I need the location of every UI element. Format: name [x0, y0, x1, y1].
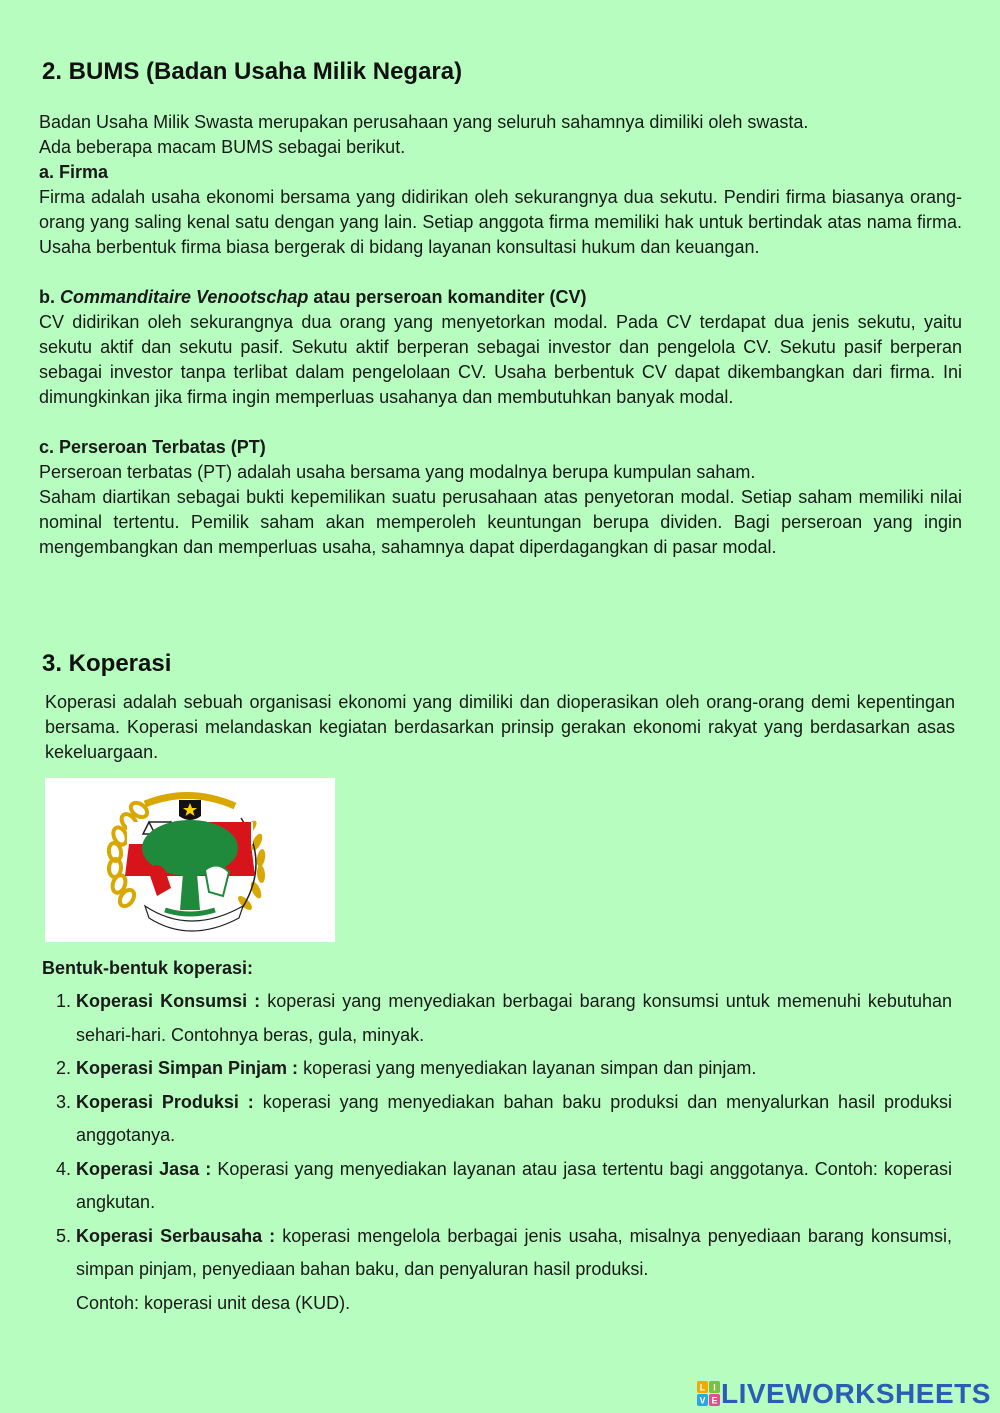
list-item-name: Koperasi Produksi : [76, 1091, 254, 1112]
firma-text: Firma adalah usaha ekonomi bersama yang didirikan oleh sekurangnya dua sekutu. Pendiri firma biasanya orang-orang yang saling kenal satu dengan yang lain. Setiap anggota firma memiliki hak untuk bertindak atas nama firma. Usaha berbentuk firma biasa bergerak di bidang layanan konsultasi hukum dan keuangan. [39, 187, 962, 257]
pt-title: c. Perseroan Terbatas (PT) [39, 437, 266, 457]
firma-title: a. Firma [39, 162, 109, 182]
koperasi-text: Koperasi adalah sebuah organisasi ekonomi yang dimiliki dan dioperasikan oleh orang-orang demi kepentingan bersama. Koperasi melandaskan kegiatan berdasarkan prinsip gerakan ekonomi rakyat yang berdasarkan asas kekeluargaan. [45, 692, 955, 762]
bums-section [39, 110, 962, 560]
bums-intro-2: Ada beberapa macam BUMS sebagai berikut. [39, 137, 406, 157]
list-item-desc: koperasi yang menyediakan berbagai barang konsumsi untuk memenuhi kebutuhan sehari-hari. Contohnya beras, gula, minyak. [76, 991, 952, 1045]
cv-title-suffix: atau perseroan komanditer (CV) [308, 287, 587, 307]
list-item-desc: koperasi mengelola berbagai jenis usaha, misalnya penyediaan barang konsumsi, simpan pinjam, penyediaan bahan baku, dan penyaluran hasil produksi. [76, 1225, 952, 1279]
pt-text-2: Saham diartikan sebagai bukti kepemilikan suatu perusahaan atas penyetoran modal. Setiap saham memiliki nilai nominal tertentu. Pemilik saham akan memperoleh keuntungan berupa dividen. Bagi perseroan yang ingin mengembangkan dan memperluas usaha, sahamnya dapat diperdagangkan di pasar modal. [39, 487, 962, 557]
liveworksheets-logo-icon [697, 1381, 721, 1407]
forms-title: Bentuk-bentuk koperasi: [42, 958, 254, 978]
logo-letter: L [699, 1382, 706, 1393]
liveworksheets-wordmark: LIVEWORKSHEETS [721, 1378, 991, 1409]
list-item [56, 1153, 952, 1220]
list-item-number: 1. [56, 991, 72, 1011]
cv-title [39, 285, 962, 310]
list-item-name: Koperasi Jasa : [76, 1158, 212, 1179]
cv-title-italic: Commanditaire Venootschap [60, 287, 309, 307]
logo-letter: V [699, 1395, 706, 1406]
koperasi-heading: 3. Koperasi [42, 650, 172, 677]
list-item-number: 3. [56, 1091, 72, 1112]
logo-letter: I [713, 1382, 716, 1393]
list-item [56, 1086, 952, 1153]
list-item [56, 1220, 952, 1321]
pt-text-1: Perseroan terbatas (PT) adalah usaha bersama yang modalnya berupa kumpulan saham. [39, 462, 756, 482]
list-item [56, 985, 952, 1052]
list-item-desc: koperasi yang menyediakan bahan baku produksi dan menyalurkan hasil produksi anggotanya. [76, 1091, 952, 1145]
list-item [56, 1052, 952, 1086]
cv-text: CV didirikan oleh sekurangnya dua orang yang menyetorkan modal. Pada CV terdapat dua jenis sekutu, yaitu sekutu aktif dan sekutu pasif. Sekutu aktif berperan sebagai investor dan pengelola CV. Sekutu pasif berperan sebagai investor tanpa terlibat dalam pengelolaan CV. Usaha berbentuk CV dapat dikembangkan dari firma. Ini dimungkinkan jika firma ingin memperluas usahanya dan membutuhkan banyak modal. [39, 312, 962, 407]
koperasi-logo [45, 778, 335, 942]
list-item-name: Koperasi Konsumsi : [76, 991, 261, 1011]
list-item-name: Koperasi Simpan Pinjam : [76, 1058, 299, 1078]
list-item-name: Koperasi Serbausaha : [76, 1225, 276, 1246]
logo-letter: E [711, 1395, 718, 1406]
list-item-number: 2. [56, 1058, 72, 1078]
list-item-desc: Koperasi yang menyediakan layanan atau jasa tertentu bagi anggotanya. Contoh: koperasi angkutan. [76, 1158, 952, 1212]
koperasi-emblem-icon [45, 778, 335, 942]
list-item-number: 5. [56, 1225, 72, 1246]
bums-heading: 2. BUMS (Badan Usaha Milik Negara) [42, 58, 463, 85]
list-item-number: 4. [56, 1158, 72, 1179]
liveworksheets-brand[interactable] [697, 1378, 991, 1410]
list-item-extra: Contoh: koperasi unit desa (KUD). [76, 1292, 351, 1313]
koperasi-forms-list [56, 985, 952, 1320]
bums-intro-1: Badan Usaha Milik Swasta merupakan perusahaan yang seluruh sahamnya dimiliki oleh swasta. [39, 112, 809, 132]
cv-title-prefix: b. [39, 287, 60, 307]
list-item-desc: koperasi yang menyediakan layanan simpan dan pinjam. [298, 1058, 757, 1078]
